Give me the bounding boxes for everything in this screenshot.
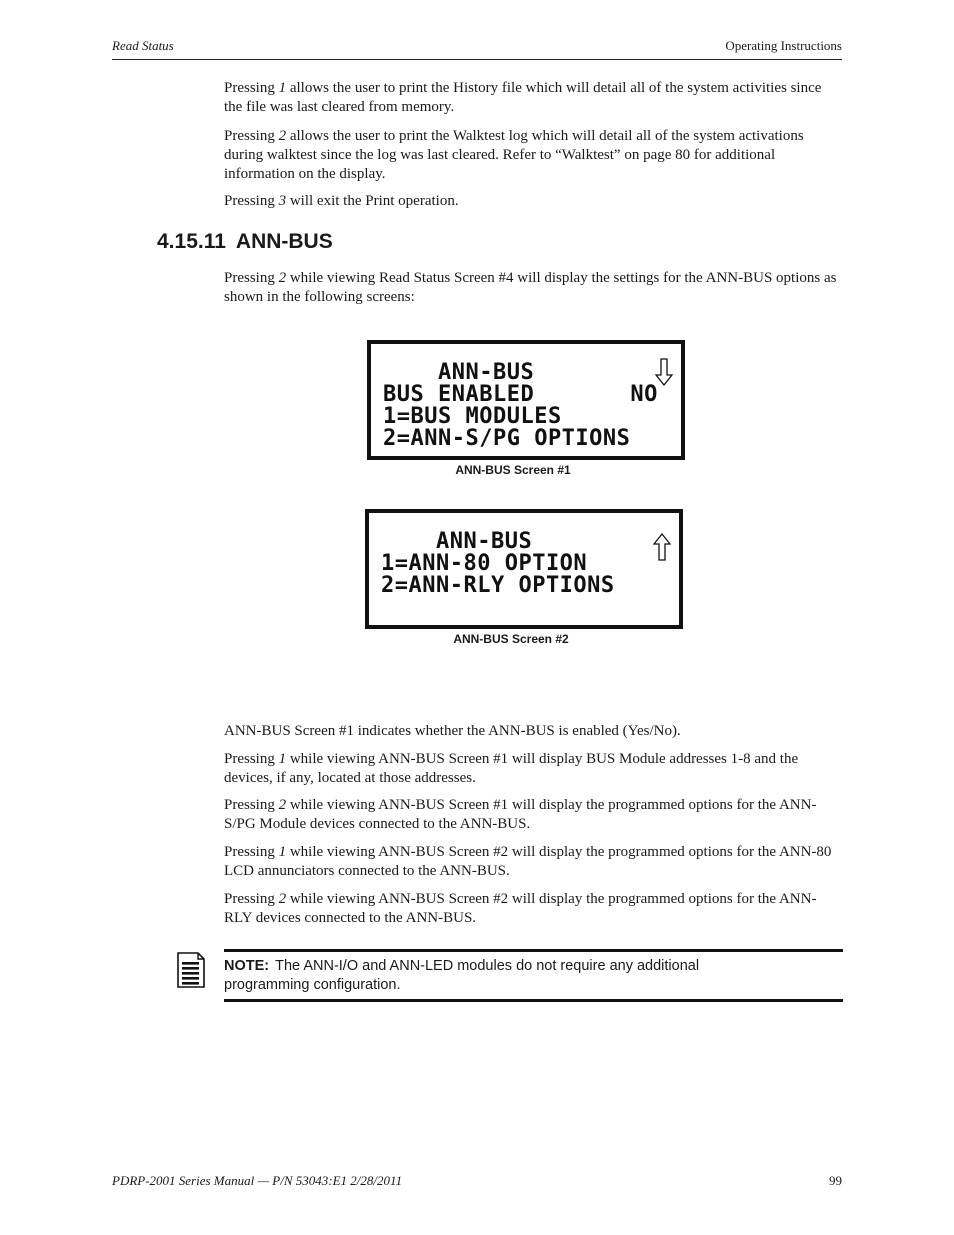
note-label: NOTE: — [224, 958, 270, 974]
intro-paragraph-1: Pressing 1 allows the user to print the History file which will detail all of the system activities since the file was last cleared from memory. — [224, 80, 822, 115]
lcd-screen-1-caption: ANN-BUS Screen #1 — [455, 463, 571, 477]
page-number: 99 — [829, 1173, 842, 1188]
up-arrow-icon — [653, 533, 671, 561]
page-header — [112, 37, 842, 60]
lcd-line: BUS ENABLED NO — [383, 382, 658, 407]
key-2: 2 — [278, 891, 287, 907]
lcd-line: 1=ANN-80 OPTION — [381, 551, 588, 576]
section-heading — [157, 230, 333, 254]
header-section-title: Read Status — [112, 38, 174, 53]
key-1: 1 — [278, 80, 287, 96]
key-1: 1 — [278, 844, 287, 860]
detail-paragraph-5: Pressing 2 while viewing ANN-BUS Screen #2 will display the programmed options for the ANN-RLY devices connected to the ANN-BUS. — [224, 891, 817, 926]
section-title: ANN-BUS — [235, 230, 333, 253]
lcd-line: ANN-BUS — [381, 529, 533, 554]
lcd-screen-2 — [365, 509, 683, 629]
note-document-icon — [177, 952, 205, 988]
intro-paragraph-2: Pressing 2 allows the user to print the Walktest log which will detail all of the system activations during walktest since the log was last cleared. Refer to “Walktest” on page 80 for additional information on the display. — [224, 128, 804, 182]
header-doc-section: Operating Instructions — [725, 38, 842, 53]
detail-paragraph-4: Pressing 1 while viewing ANN-BUS Screen #2 will display the programmed options for the ANN-80 LCD annunciators connected to the ANN-BUS. — [224, 844, 832, 879]
note-box — [224, 957, 784, 995]
section-number: 4.15.11 — [157, 230, 226, 253]
key-1: 1 — [278, 751, 287, 767]
note-text: The ANN-I/O and ANN-LED modules do not require any additional programming configuration. — [224, 958, 700, 993]
detail-paragraph-3: Pressing 2 while viewing ANN-BUS Screen #1 will display the programmed options for the ANN-S/PG Module devices connected to the ANN-BUS. — [224, 797, 817, 832]
lcd-line: 1=BUS MODULES — [383, 404, 562, 429]
footer-manual-info: PDRP-2001 Series Manual — P/N 53043:E1 2/28/2011 — [112, 1173, 403, 1188]
lcd-screen-2-caption: ANN-BUS Screen #2 — [453, 632, 569, 646]
key-2: 2 — [278, 797, 287, 813]
intro-paragraph-3: Pressing 3 will exit the Print operation. — [224, 193, 459, 209]
lcd-screen-1 — [367, 340, 685, 460]
lcd-line: 2=ANN-RLY OPTIONS — [381, 573, 615, 598]
down-arrow-icon — [655, 358, 673, 386]
note-top-rule — [224, 949, 843, 952]
key-3: 3 — [278, 193, 287, 209]
detail-paragraph-1: ANN-BUS Screen #1 indicates whether the ANN-BUS is enabled (Yes/No). — [224, 723, 681, 739]
note-bottom-rule — [224, 999, 843, 1002]
lcd-line: 2=ANN-S/PG OPTIONS — [383, 426, 631, 451]
key-2: 2 — [278, 128, 287, 144]
key-2: 2 — [278, 270, 287, 286]
lcd-line: ANN-BUS — [383, 360, 535, 385]
detail-paragraph-2: Pressing 1 while viewing ANN-BUS Screen #1 will display BUS Module addresses 1-8 and the devices, if any, located at those addresses. — [224, 751, 799, 786]
section-lead-paragraph: Pressing 2 while viewing Read Status Screen #4 will display the settings for the ANN-BUS options as shown in the following screens: — [224, 270, 837, 305]
